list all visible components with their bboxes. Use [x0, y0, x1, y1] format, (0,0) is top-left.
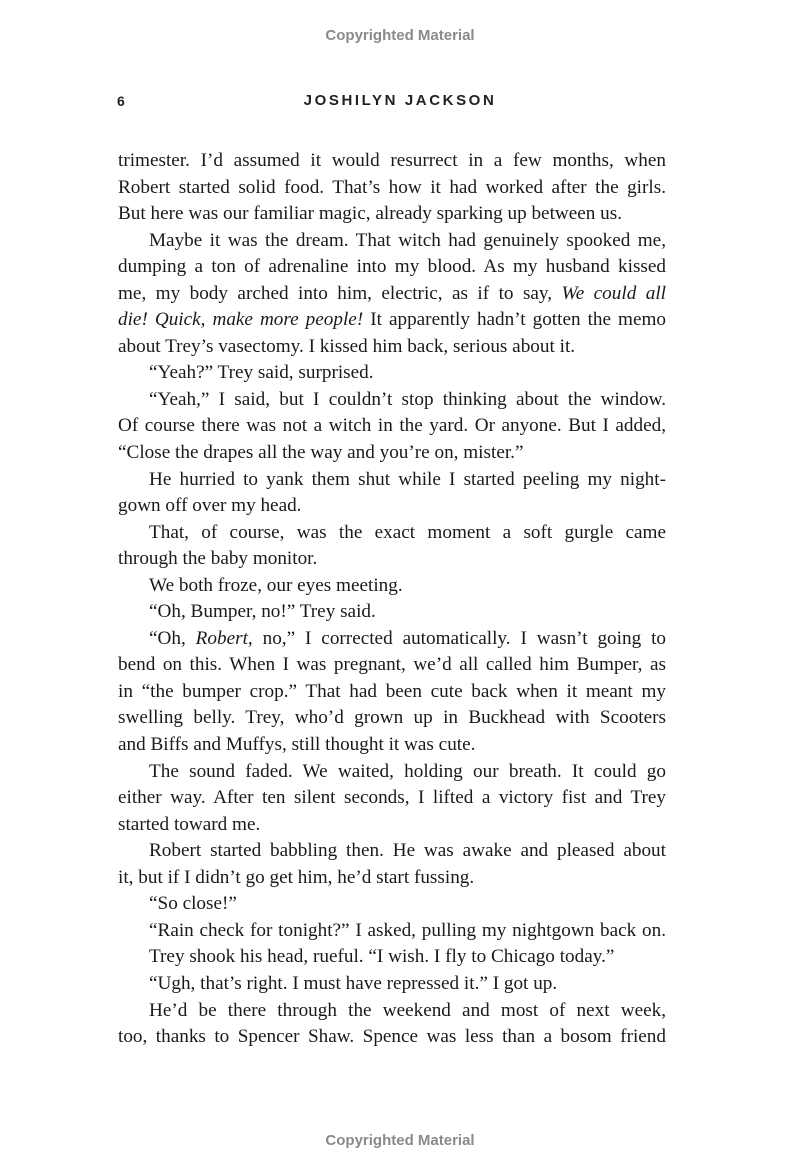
text-segment: gown off over my head.: [118, 495, 302, 517]
text-line: [118, 971, 666, 998]
text-line: [118, 652, 666, 679]
text-segment: about Trey’s vasectomy. I kissed him back, serious about it.: [118, 335, 576, 357]
text-line: [118, 493, 666, 520]
text-line: [118, 944, 666, 971]
text-line: [118, 705, 666, 732]
text-line: [118, 387, 666, 414]
copyright-watermark-bottom: Copyrighted Material: [325, 1132, 475, 1149]
text-segment: it, but if I didn’t go get him, he’d start fussing.: [118, 866, 475, 888]
text-segment: in “the bumper crop.” That had been cute back when it meant my: [118, 680, 666, 702]
text-segment: “Close the drapes all the way and you’re on, mister.”: [118, 442, 524, 464]
text-line: [118, 918, 666, 945]
text-segment: “Oh, Bumper, no!” Trey said.: [149, 601, 376, 623]
italic-text: We could all: [561, 282, 666, 304]
text-line: [118, 998, 666, 1025]
text-line: [118, 228, 666, 255]
text-line: [118, 334, 666, 361]
text-segment: “Ugh, that’s right. I must have repressed it.” I got up.: [149, 972, 558, 994]
running-head-author: JOSHILYN JACKSON: [303, 92, 497, 109]
text-segment: Of course there was not a witch in the yard. Or anyone. But I added,: [118, 415, 666, 437]
text-segment: Robert started solid food. That’s how it had worked after the girls.: [118, 176, 666, 198]
text-line: [118, 467, 666, 494]
text-segment: He hurried to yank them shut while I started peeling my night-: [149, 468, 666, 490]
italic-text: die! Quick, make more people!: [118, 309, 364, 331]
text-line: [118, 201, 666, 228]
text-segment: Robert started babbling then. He was awake and pleased about: [149, 840, 666, 862]
text-line: [118, 281, 666, 308]
text-segment: “Rain check for tonight?” I asked, pulling my nightgown back on.: [149, 919, 666, 941]
text-segment: and Biffs and Muffys, still thought it was cute.: [118, 734, 476, 756]
text-line: [118, 360, 666, 387]
page-number: 6: [117, 93, 125, 109]
text-line: [118, 732, 666, 759]
text-line: [118, 148, 666, 175]
text-segment: We both froze, our eyes meeting.: [149, 574, 403, 596]
text-segment: Trey shook his head, rueful. “I wish. I fly to Chicago today.”: [149, 946, 615, 968]
text-line: [118, 599, 666, 626]
text-segment: through the baby monitor.: [118, 548, 318, 570]
text-line: [118, 254, 666, 281]
text-segment: The sound faded. We waited, holding our breath. It could go: [149, 760, 666, 782]
text-line: [118, 440, 666, 467]
text-segment: me, my body arched into him, electric, as if to say,: [118, 282, 562, 304]
text-segment: Maybe it was the dream. That witch had genuinely spooked me,: [149, 229, 666, 251]
text-line: [118, 1024, 666, 1051]
text-line: [118, 838, 666, 865]
text-segment: It apparently hadn’t gotten the memo: [363, 309, 666, 331]
copyright-watermark-top: Copyrighted Material: [325, 27, 475, 44]
text-segment: dumping a ton of adrenaline into my blood. As my husband kissed: [118, 256, 666, 278]
text-line: [118, 865, 666, 892]
text-segment: “Oh,: [149, 627, 196, 649]
text-line: [118, 785, 666, 812]
text-segment: , no,” I corrected automatically. I wasn’t going to: [247, 627, 666, 649]
text-line: [118, 626, 666, 653]
text-line: [118, 520, 666, 547]
text-segment: too, thanks to Spencer Shaw. Spence was less than a bosom friend: [118, 1026, 666, 1048]
text-segment: But here was our familiar magic, already sparking up between us.: [118, 203, 623, 225]
text-segment: trimester. I’d assumed it would resurrect in a few months, when: [118, 150, 666, 171]
text-line: [118, 891, 666, 918]
text-segment: started toward me.: [118, 813, 261, 835]
text-line: [118, 573, 666, 600]
text-segment: That, of course, was the exact moment a soft gurgle came: [149, 521, 666, 543]
text-segment: either way. After ten silent seconds, I lifted a victory fist and Trey: [118, 787, 666, 809]
text-segment: “Yeah,” I said, but I couldn’t stop thinking about the window.: [149, 388, 666, 410]
text-line: [118, 679, 666, 706]
text-line: [118, 175, 666, 202]
text-line: [118, 546, 666, 573]
text-segment: swelling belly. Trey, who’d grown up in Buckhead with Scooters: [118, 707, 666, 729]
text-line: [118, 812, 666, 839]
text-segment: “So close!”: [149, 893, 237, 915]
text-line: [118, 307, 666, 334]
text-line: [118, 413, 666, 440]
body-text: [118, 148, 666, 1051]
italic-text: Robert: [195, 627, 248, 649]
text-segment: He’d be there through the weekend and most of next week,: [149, 999, 666, 1021]
text-line: [118, 759, 666, 786]
text-segment: “Yeah?” Trey said, surprised.: [149, 362, 374, 384]
text-segment: bend on this. When I was pregnant, we’d all called him Bumper, as: [118, 654, 666, 676]
